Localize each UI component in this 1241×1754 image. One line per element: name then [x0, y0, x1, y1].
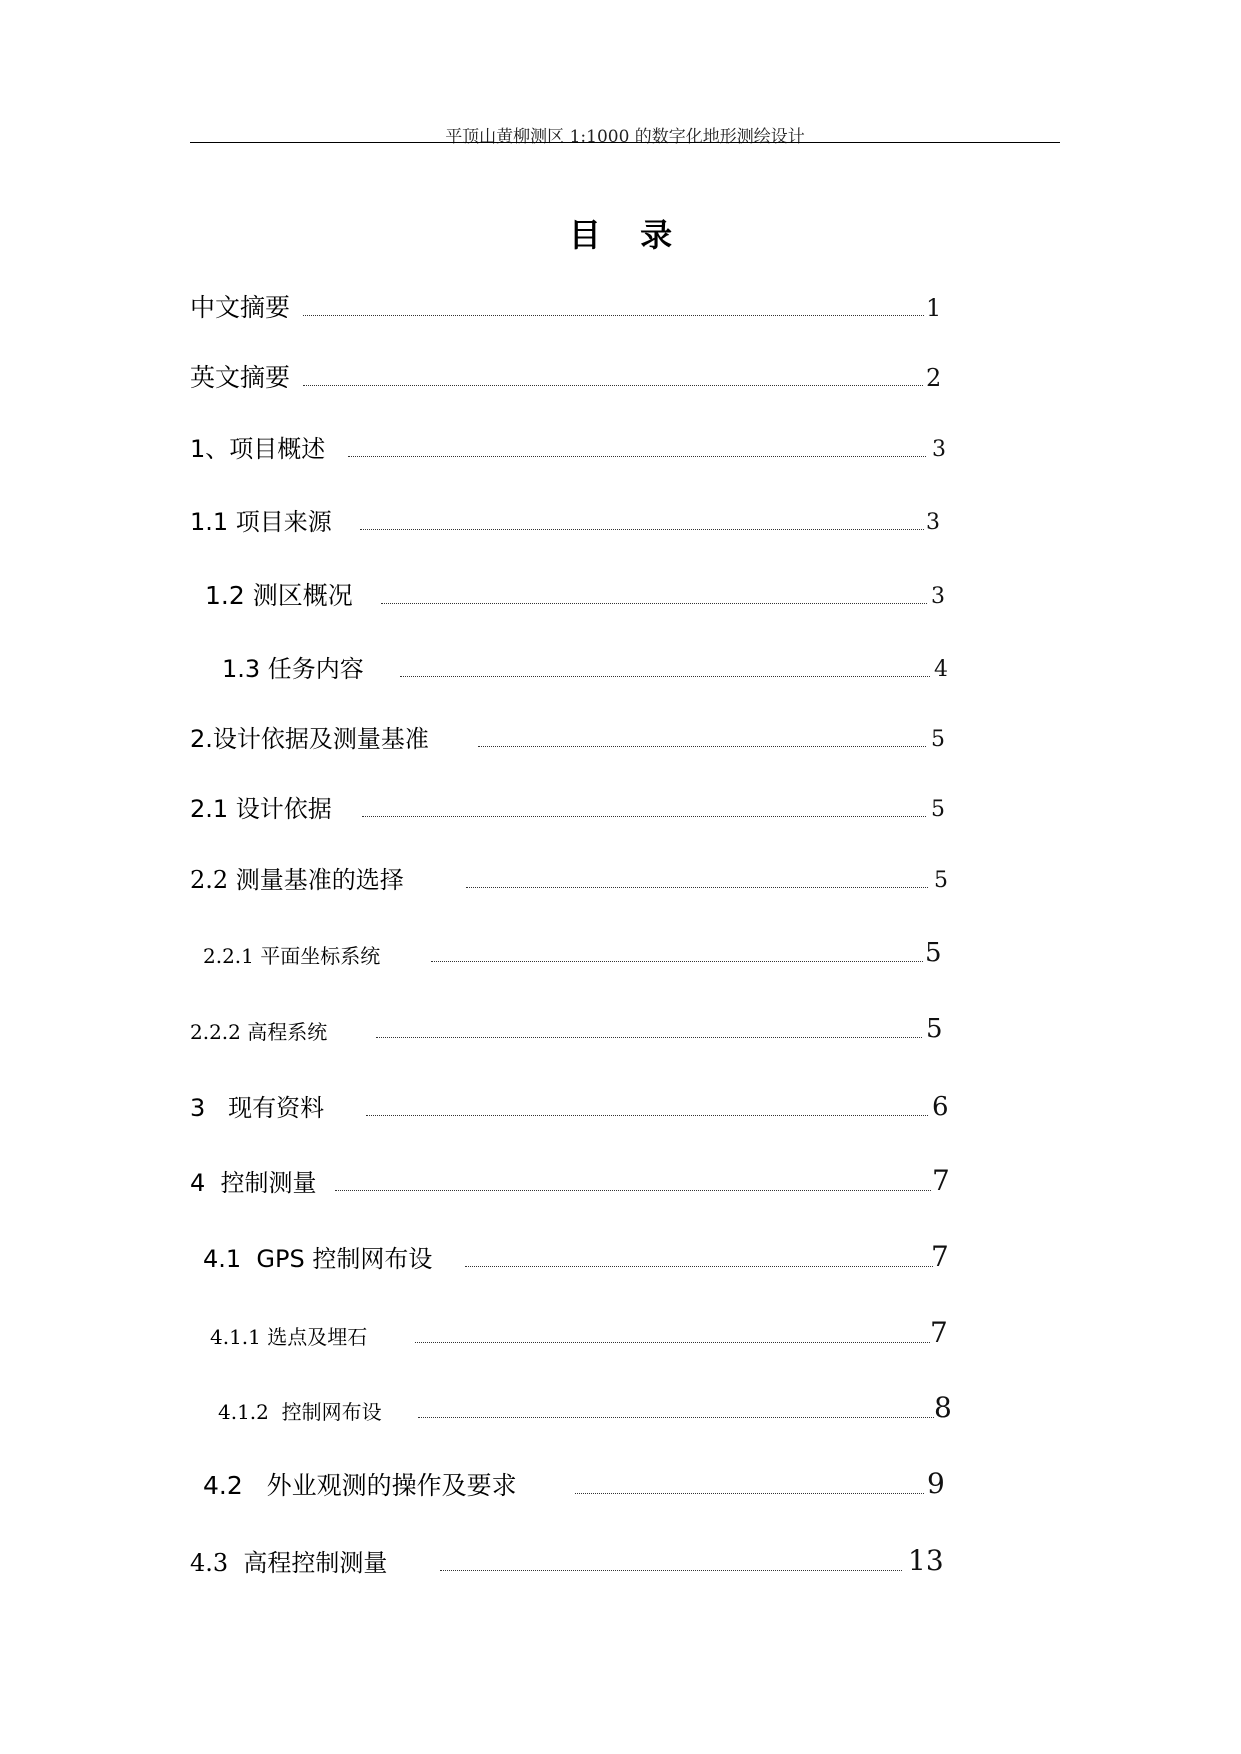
toc-entry-section-2[interactable] [190, 719, 950, 753]
toc-entry-page: 1 [926, 294, 942, 322]
toc-entry-section-2-2-2[interactable] [190, 1010, 942, 1044]
toc-entry-label: 4.1 GPS 控制网布设 [203, 1245, 433, 1273]
toc-entry-page: 3 [931, 584, 945, 609]
toc-entry-label: 1.2 测区概况 [205, 581, 353, 610]
toc-dot-leader [440, 1570, 902, 1571]
toc-entry-section-2-1[interactable] [190, 789, 950, 823]
toc-entry-label: 4.3 高程控制测量 [190, 1549, 396, 1577]
toc-title: 目 录 [568, 216, 673, 254]
running-header-title: 平顶山黄柳测区 1:1000 的数字化地形测绘设计 [445, 127, 805, 147]
toc-entry-section-4-1-1[interactable] [210, 1315, 950, 1349]
header-rule [190, 142, 1060, 143]
toc-entry-section-1-1[interactable] [190, 502, 950, 536]
toc-entry-section-4-3[interactable] [190, 1543, 950, 1577]
toc-entry-section-4-2[interactable] [203, 1466, 948, 1500]
toc-entry-abstract-cn[interactable] [190, 288, 940, 322]
toc-dot-leader [415, 1342, 930, 1343]
toc-entry-label: 中文摘要 [190, 293, 291, 322]
toc-entry-page: 7 [932, 1164, 950, 1197]
toc-entry-abstract-en[interactable] [190, 358, 940, 392]
toc-entry-page: 2 [926, 364, 942, 392]
toc-entry-page: 9 [927, 1467, 945, 1500]
toc-dot-leader [418, 1417, 934, 1418]
toc-entry-section-1-2[interactable] [205, 576, 950, 610]
toc-entry-label: 4.1.2 控制网布设 [218, 1400, 382, 1424]
toc-dot-leader [366, 1115, 928, 1116]
toc-entry-label: 2.设计依据及测量基准 [190, 725, 429, 753]
toc-dot-leader [381, 603, 927, 604]
toc-entry-section-4[interactable] [190, 1163, 955, 1197]
toc-entry-page: 5 [934, 868, 948, 893]
toc-entry-label: 4 控制测量 [190, 1169, 317, 1197]
toc-entry-label: 2.2.1 平面坐标系统 [203, 944, 381, 968]
toc-entry-page: 5 [926, 1014, 943, 1044]
toc-dot-leader [478, 746, 926, 747]
toc-entry-page: 6 [932, 1092, 949, 1122]
toc-entry-label: 2.2.2 高程系统 [190, 1020, 328, 1044]
toc-entry-label: 1、项目概述 [190, 435, 326, 463]
toc-entry-page: 3 [932, 437, 946, 462]
toc-entry-page: 7 [931, 1240, 949, 1273]
toc-entry-page: 3 [926, 510, 940, 535]
toc-entry-page: 7 [930, 1316, 948, 1349]
toc-entry-section-1-3[interactable] [222, 649, 952, 683]
toc-entry-page: 5 [931, 727, 945, 752]
toc-dot-leader [362, 816, 926, 817]
toc-entry-label: 1.1 项目来源 [190, 508, 332, 536]
toc-entry-section-4-1[interactable] [203, 1239, 955, 1273]
toc-entry-page: 4 [934, 657, 948, 682]
toc-dot-leader [360, 529, 924, 530]
toc-entry-section-1[interactable] [190, 429, 950, 463]
toc-dot-leader [303, 315, 924, 316]
toc-entry-label: 2.2 测量基准的选择 [190, 866, 404, 894]
toc-dot-leader [400, 676, 930, 677]
toc-dot-leader [466, 887, 928, 888]
toc-entry-label: 3 现有资料 [190, 1094, 332, 1122]
toc-entry-page: 13 [908, 1544, 944, 1577]
toc-entry-label: 2.1 设计依据 [190, 795, 332, 823]
toc-dot-leader [348, 456, 926, 457]
toc-dot-leader [431, 961, 923, 962]
toc-entry-page: 5 [931, 797, 945, 822]
toc-dot-leader [335, 1190, 931, 1191]
toc-entry-section-2-2[interactable] [190, 860, 952, 894]
toc-dot-leader [465, 1266, 933, 1267]
toc-entry-label: 4.2 外业观测的操作及要求 [203, 1471, 517, 1500]
toc-entry-page: 8 [934, 1391, 952, 1424]
toc-dot-leader [575, 1493, 924, 1494]
toc-entry-page: 5 [925, 938, 942, 968]
toc-entry-label: 4.1.1 选点及埋石 [210, 1325, 368, 1349]
toc-entry-section-4-1-2[interactable] [218, 1390, 958, 1424]
toc-entry-section-2-2-1[interactable] [203, 934, 943, 968]
toc-entry-label: 1.3 任务内容 [222, 655, 364, 683]
toc-entry-section-3[interactable] [190, 1088, 952, 1122]
toc-dot-leader [303, 385, 923, 386]
toc-entry-label: 英文摘要 [190, 363, 291, 392]
toc-dot-leader [376, 1037, 922, 1038]
